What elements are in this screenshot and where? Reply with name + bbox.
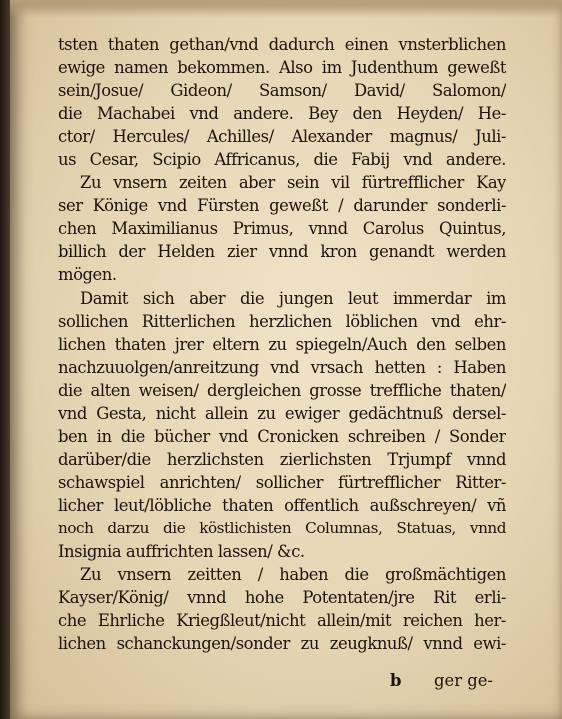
text-line: ctor/ Hercules/ Achilles/ Alexander magnus/ Juli- [58, 127, 506, 147]
text-line: die alten weisen/ dergleichen grosse treffliche thaten/ [58, 380, 506, 400]
text-line: sollichen Ritterlichen herzlichen löblichen vnd ehr- [58, 311, 506, 331]
text-line: licher leut/löbliche thaten offentlich außschreyen/ vñ [58, 495, 506, 515]
text-line: vnd Gesta, nicht allein zu ewiger gedächtnuß dersel- [58, 403, 506, 423]
text-line: Kayser/König/ vnnd hohe Potentaten/jre Rit erli- [58, 588, 506, 608]
text-line: tsten thaten gethan/vnd dadurch einen vnsterblichen [58, 35, 506, 54]
paragraph-start-line: Zu vnsern zeiten aber sein vil fürtrefflicher Kay [80, 173, 506, 193]
page-top-shade [10, 0, 562, 18]
text-line: ben in die bücher vnd Cronicken schreiben / Sonder [58, 426, 506, 446]
text-line: lichen thaten jrer eltern zu spiegeln/Auch den selben [58, 334, 506, 354]
page-footer [58, 671, 506, 697]
text-line: die Machabei vnd andere. Bey den Heyden/ He- [58, 104, 506, 124]
text-line: schawspiel anrichten/ sollicher fürtrefflicher Ritter- [58, 472, 506, 492]
text-line: chen Maximilianus Primus, vnnd Carolus Quintus, [58, 219, 506, 239]
paragraph-end-line: Insignia auffrichten lassen/ &c. [58, 542, 305, 562]
text-line: noch darzu die köstlichisten Columnas, Statuas, vnnd [58, 518, 506, 537]
text-line: ewige namen bekommen. Also im Judenthum geweßt [58, 58, 506, 78]
text-line: lichen schanckungen/sonder zu zeugknuß/ vnnd ewi- [58, 634, 506, 654]
catchword: ger ge- [434, 671, 493, 690]
text-line: che Ehrliche Kriegßleut/nicht allein/mit reichen her- [58, 611, 506, 631]
paragraph-start-line: Damit sich aber die jungen leut immerdar im [80, 288, 506, 308]
text-line: darüber/die herzlichsten zierlichsten Trjumpf vnnd [58, 449, 506, 469]
paragraph-start-line: Zu vnsern zeitten / haben die großmächtigen [80, 565, 506, 585]
paragraph-end-line: mögen. [58, 265, 117, 285]
text-line: nachzuuolgen/anreitzung vnd vrsach hetten : Haben [58, 357, 506, 377]
page-text-block [58, 33, 506, 655]
text-line: ser Könige vnd Fürsten geweßt / darunder sonderli- [58, 196, 506, 216]
signature-mark: b [390, 671, 402, 690]
text-line: us Cesar, Scipio Affricanus, die Fabij vnd andere. [58, 150, 506, 170]
text-line: sein/Josue/ Gideon/ Samson/ David/ Salomon/ [58, 81, 506, 101]
text-line: billich der Helden zier vnnd kron genandt werden [58, 242, 506, 262]
